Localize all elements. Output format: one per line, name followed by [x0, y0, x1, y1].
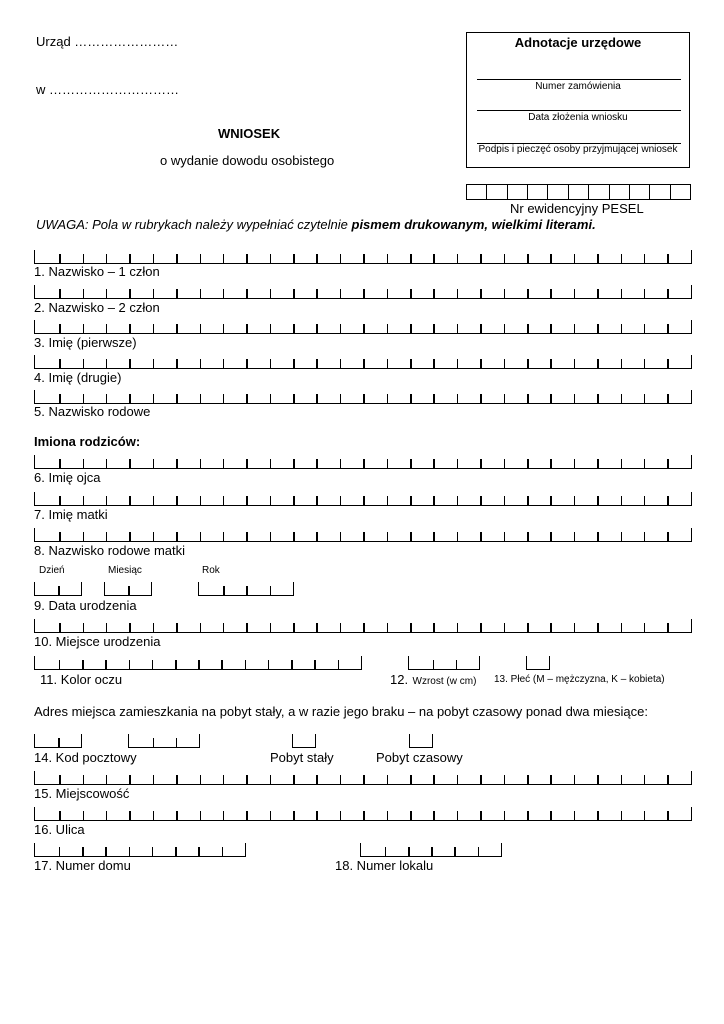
father-name-input[interactable] [34, 455, 692, 469]
birth-surname-label: 5. Nazwisko rodowe [34, 404, 151, 419]
height-label [390, 671, 476, 689]
street-input[interactable] [34, 807, 692, 821]
first-name-input[interactable] [34, 320, 692, 334]
house-number-input[interactable] [34, 843, 246, 857]
submit-date-caption: Data złożenia wniosku [528, 112, 628, 123]
birth-month-input[interactable] [104, 582, 152, 596]
first-name-label: 3. Imię (pierwsze) [34, 335, 137, 350]
birth-year-input[interactable] [198, 582, 294, 596]
notice [36, 217, 596, 232]
office-label: Urząd …………………… [36, 34, 179, 49]
second-name-label: 4. Imię (drugie) [34, 370, 122, 385]
birth-place-input[interactable] [34, 619, 692, 633]
surname-part2-label: 2. Nazwisko – 2 człon [34, 300, 160, 315]
height-number: 12. [390, 672, 409, 687]
height-text: Wzrost (w cm) [412, 676, 477, 687]
surname-part2-input[interactable] [34, 285, 692, 299]
order-number-line[interactable] [477, 79, 681, 80]
signature-caption: Podpis i pieczęć osoby przyjmującej wniosek [478, 144, 678, 155]
form-title: WNIOSEK [218, 126, 281, 141]
postal-code-part2-input[interactable] [128, 734, 200, 748]
postal-code-label: 14. Kod pocztowy [34, 750, 137, 765]
sex-label: 13. Płeć (M – mężczyzna, K – kobieta) [494, 674, 665, 685]
permanent-stay-label: Pobyt stały [270, 750, 334, 765]
month-label: Miesiąc [108, 565, 142, 576]
sex-input[interactable] [526, 656, 550, 670]
year-label: Rok [202, 565, 220, 576]
surname-part1-input[interactable] [34, 250, 692, 264]
postal-code-part1-input[interactable] [34, 734, 82, 748]
mother-name-label: 7. Imię matki [34, 507, 108, 522]
apartment-number-input[interactable] [360, 843, 502, 857]
pesel-label: Nr ewidencyjny PESEL [510, 201, 644, 216]
birth-date-label: 9. Data urodzenia [34, 598, 137, 613]
order-number-caption: Numer zamówienia [535, 81, 621, 92]
pesel-input[interactable] [466, 184, 691, 200]
parents-heading: Imiona rodziców: [34, 434, 141, 449]
notice-emphasis: pismem drukowanym, wielkimi literami. [351, 217, 596, 232]
mother-birth-surname-label: 8. Nazwisko rodowe matki [34, 543, 185, 558]
street-label: 16. Ulica [34, 822, 85, 837]
day-label: Dzień [39, 565, 65, 576]
city-input[interactable] [34, 771, 692, 785]
form-subtitle: o wydanie dowodu osobistego [160, 153, 335, 168]
apartment-number-label: 18. Numer lokalu [335, 858, 434, 873]
official-annotations-box [466, 32, 690, 168]
second-name-input[interactable] [34, 355, 692, 369]
eye-color-label: 11. Kolor oczu [40, 672, 123, 687]
house-number-label: 17. Numer domu [34, 858, 131, 873]
mother-name-input[interactable] [34, 492, 692, 506]
birth-place-label: 10. Miejsce urodzenia [34, 634, 161, 649]
temporary-stay-checkbox[interactable] [409, 734, 433, 748]
submit-date-line[interactable] [477, 110, 681, 111]
notice-text: UWAGA: Pola w rubrykach należy wypełniać czytelnie [36, 217, 352, 232]
surname-part1-label: 1. Nazwisko – 1 człon [34, 264, 160, 279]
city-label: 15. Miejscowość [34, 786, 130, 801]
height-input[interactable] [408, 656, 480, 670]
address-heading: Adres miejsca zamieszkania na pobyt stały, a w razie jego braku – na pobyt czasowy ponad dwa miesiące: [34, 704, 648, 719]
permanent-stay-checkbox[interactable] [292, 734, 316, 748]
father-name-label: 6. Imię ojca [34, 470, 101, 485]
official-box-title: Adnotacje urzędowe [514, 35, 642, 50]
mother-birth-surname-input[interactable] [34, 528, 692, 542]
temporary-stay-label: Pobyt czasowy [376, 750, 463, 765]
place-label: w ………………………… [36, 82, 179, 97]
eye-color-input[interactable] [34, 656, 362, 670]
birth-surname-input[interactable] [34, 390, 692, 404]
birth-day-input[interactable] [34, 582, 82, 596]
